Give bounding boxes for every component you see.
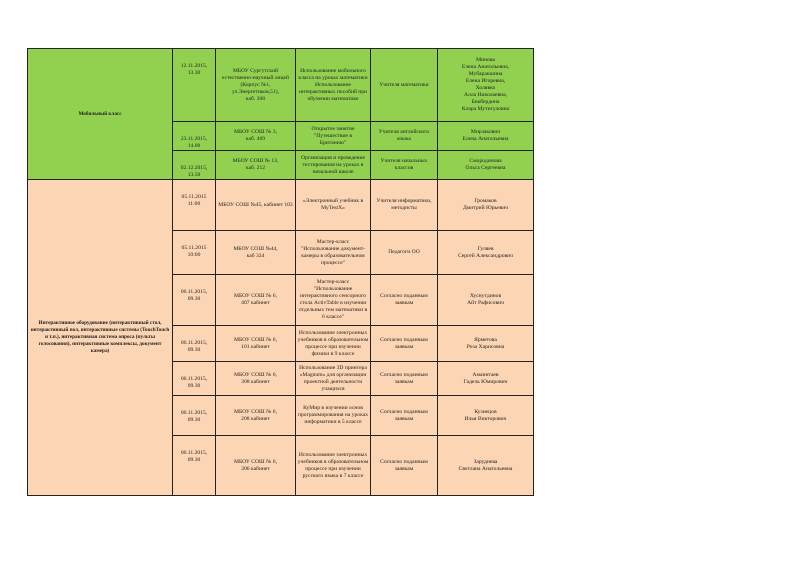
- topic-cell: Организация и проведение тестирования на уроках в начальной школе: [296, 151, 371, 180]
- topic-cell: Использование мобильного класса на уроках математики Использование интерактивных пособий при обучении математике: [296, 49, 371, 122]
- date-cell: 06.11.2015, 09.30: [173, 326, 216, 362]
- lead-cell: Аманитаев Гадель Юмирович: [438, 362, 534, 396]
- date-cell: 06.11.2015, 09.30: [173, 436, 216, 496]
- lead-cell: Гуляев Сергей Александрович: [438, 231, 534, 275]
- lead-cell: Кузнецов Илья Викторович: [438, 396, 534, 436]
- topic-cell: Использование электронных учебников в образовательном процессе при изучении русского языка в 7 классе: [296, 436, 371, 496]
- place-cell: МБОУ СОШ № 6, 101 кабинет: [216, 326, 296, 362]
- topic-cell: КуМир в изучении основ программирования на уроках информатики в 5 классе: [296, 396, 371, 436]
- place-cell: МБОУ СОШ № 6, 208 кабинет: [216, 396, 296, 436]
- topic-cell: Использование электронных учебников в образовательном процессе при изучении физики в 9 классе: [296, 326, 371, 362]
- audience-cell: Учителя английского языка: [371, 122, 438, 151]
- place-cell: МБОУ СОШ № 6, 308 кабинет: [216, 362, 296, 396]
- table-row: [28, 49, 534, 122]
- topic-cell: Мастер-класс "Использование документ-камеры в образовательном процессе": [296, 231, 371, 275]
- date-cell: 06.11.2015, 09.30: [173, 275, 216, 326]
- audience-cell: Учителя начальных классов: [371, 151, 438, 180]
- table-row: [28, 180, 534, 231]
- date-cell: 05.11.2015 11:00: [173, 180, 216, 231]
- date-cell: 02.12.2015, 13.50: [173, 151, 216, 180]
- date-cell: 12.11.2015, 13.30: [173, 49, 216, 122]
- audience-cell: Согласно поданным заявкам: [371, 326, 438, 362]
- date-cell: 05.11.2015 10:00: [173, 231, 216, 275]
- place-cell: МБОУ СОШ №44, каб 334: [216, 231, 296, 275]
- lead-cell: Минова Елена Анатольевна, Мубаракшина Елена Игоревна, Холявко Алла Николаевна, Бикбердина Клара Мутигуловна: [438, 49, 534, 122]
- audience-cell: Согласно поданным заявкам: [371, 436, 438, 496]
- place-cell: МБОУ СОШ №45, кабинет 103: [216, 180, 296, 231]
- audience-cell: Согласно поданным заявкам: [371, 396, 438, 436]
- place-cell: МБОУ СОШ № 6, 407 кабинет: [216, 275, 296, 326]
- topic-cell: Использование 3D принтера «Magnum» для организации проектной деятельности учащихся: [296, 362, 371, 396]
- audience-cell: Педагоги ОО: [371, 231, 438, 275]
- lead-cell: Ярметова Роза Харисовна: [438, 326, 534, 362]
- category-cell: Мобильный класс: [28, 49, 173, 180]
- date-cell: 06.11.2015, 09.30: [173, 396, 216, 436]
- audience-cell: Согласно поданным заявкам: [371, 362, 438, 396]
- category-cell: Интерактивное оборудование (интерактивный стол, интерактивный пол, интерактивные системы (TouchTouch и т.п.), интерактивная система опроса (пульты голосования), интерактивные комплексы, документ камера): [28, 180, 173, 496]
- place-cell: МБОУ СОШ № 3, каб. 409: [216, 122, 296, 151]
- topic-cell: «Электронный учебник в MyTestX»: [296, 180, 371, 231]
- date-cell: 06.11.2015, 09.30: [173, 362, 216, 396]
- place-cell: МБОУ СОШ № 13, каб. 212: [216, 151, 296, 180]
- audience-cell: Согласно поданным заявкам: [371, 275, 438, 326]
- audience-cell: Учителя математики: [371, 49, 438, 122]
- lead-cell: Мирзакович Елена Анатольевна: [438, 122, 534, 151]
- lead-cell: Смородинова Ольга Сергеевна: [438, 151, 534, 180]
- place-cell: МБОУ СОШ № 6, 306 кабинет: [216, 436, 296, 496]
- topic-cell: Открытое занятие "Путешествие в Британию": [296, 122, 371, 151]
- events-table: [27, 48, 534, 496]
- lead-cell: Хуснутдинов Айт Рафисович: [438, 275, 534, 326]
- audience-cell: Учителя информатики, методисты: [371, 180, 438, 231]
- date-cell: 23.11.2015, 14.00: [173, 122, 216, 151]
- lead-cell: Громаков Дмитрий Юрьевич: [438, 180, 534, 231]
- place-cell: МБОУ Сургутский естественно-научный лицей (Корпус №1, ул.Энергетиков,51), каб. 308: [216, 49, 296, 122]
- lead-cell: Зарудиева Светлана Анатольевна: [438, 436, 534, 496]
- topic-cell: Мастер-класс "Использование интерактивного сенсорного стола ActivTable в изучении отдельных тем математики в 6 классе": [296, 275, 371, 326]
